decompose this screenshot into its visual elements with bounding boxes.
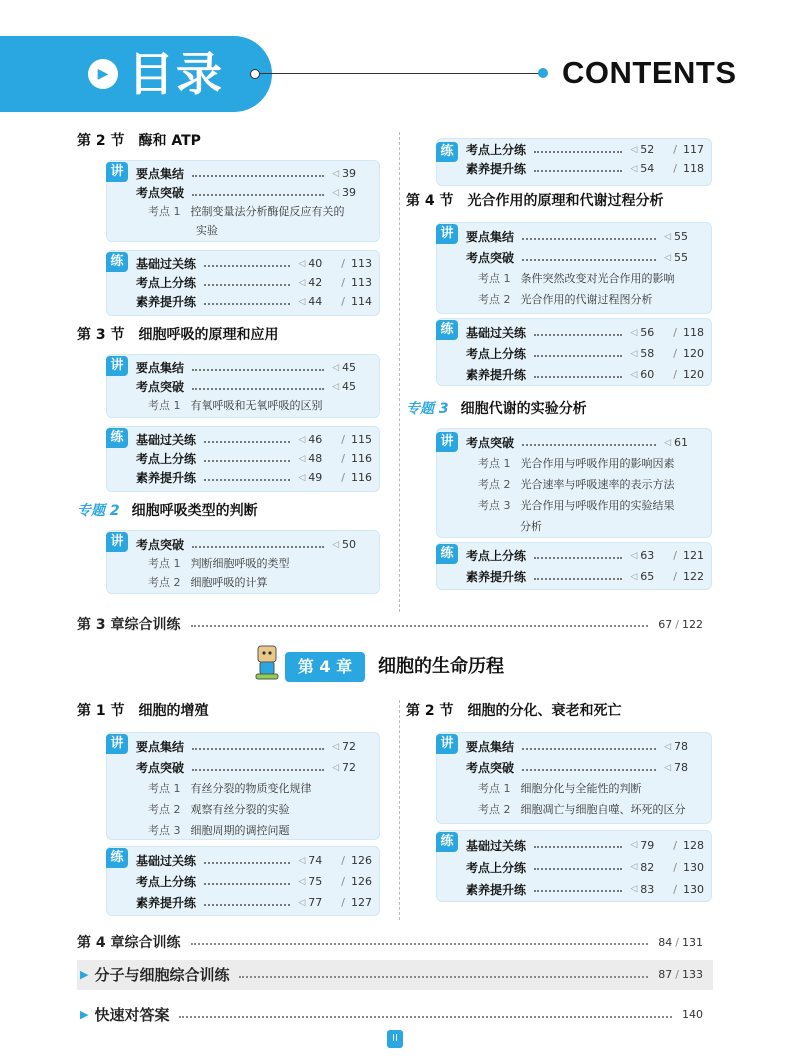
- toc-entry[interactable]: 考点上分练 ◁ 63 / 121: [466, 549, 704, 563]
- section-heading[interactable]: 第 2 节 酶和 ATP: [77, 133, 201, 149]
- jiang-badge: 讲: [436, 734, 458, 754]
- rule-dot-left: [250, 69, 260, 79]
- lian-badge: 练: [436, 832, 458, 852]
- toc-entry[interactable]: 第 3 章综合训练 67 / 122: [77, 617, 703, 633]
- section-heading[interactable]: 第 2 节 细胞的分化、衰老和死亡: [406, 703, 622, 719]
- page-title-en: CONTENTS: [562, 55, 737, 90]
- jiang-badge: 讲: [106, 356, 128, 376]
- toc-entry[interactable]: 第 4 章综合训练 84 / 131: [77, 935, 703, 951]
- key-point[interactable]: 考点 2 光合速率与呼吸速率的表示方法: [478, 478, 675, 491]
- toc-entry[interactable]: 考点上分练 ◁ 58 / 120: [466, 347, 704, 361]
- section-heading[interactable]: 第 4 节 光合作用的原理和代谢过程分析: [406, 193, 664, 209]
- toc-entry[interactable]: 考点突破 ◁ 39: [136, 186, 356, 200]
- chapter-banner[interactable]: 第 4 章: [285, 652, 365, 682]
- toc-entry[interactable]: 考点突破 ◁ 72: [136, 761, 356, 775]
- mascot-icon: [252, 642, 282, 682]
- key-point[interactable]: 考点 1 光合作用与呼吸作用的影响因素: [478, 457, 675, 470]
- lian-list: [136, 430, 372, 487]
- key-point[interactable]: 考点 1 有氧呼吸和无氧呼吸的区别: [148, 399, 323, 412]
- toc-entry[interactable]: 要点集结 ◁ 39: [136, 167, 356, 181]
- page-title: 目录: [128, 47, 224, 101]
- key-point[interactable]: 考点 3 细胞周期的调控问题: [148, 824, 290, 837]
- key-point-cont: 分析: [520, 520, 542, 533]
- lian-badge: 练: [436, 544, 458, 564]
- key-point[interactable]: 考点 2 观察有丝分裂的实验: [148, 803, 290, 816]
- lian-list: [136, 254, 372, 311]
- toc-entry[interactable]: 考点突破 ◁ 45: [136, 380, 356, 394]
- jiang-badge: 讲: [106, 162, 128, 182]
- play-icon: ▶: [88, 59, 118, 89]
- section-heading[interactable]: 第 3 节 细胞呼吸的原理和应用: [77, 327, 279, 343]
- lian-list: [466, 834, 704, 900]
- jiang-list: [466, 226, 704, 310]
- section-heading[interactable]: 第 1 节 细胞的增殖: [77, 703, 209, 719]
- header-rule: [255, 73, 540, 74]
- toc-entry[interactable]: 考点上分练 ◁ 82 / 130: [466, 860, 704, 875]
- toc-entry[interactable]: 基础过关练 ◁ 74 / 126: [136, 854, 372, 868]
- bullet-icon: ▶: [80, 1008, 89, 1021]
- key-point[interactable]: 考点 2 细胞凋亡与细胞自噬、坏死的区分: [478, 803, 686, 816]
- toc-entry[interactable]: 素养提升练 ◁ 65 / 122: [466, 570, 704, 584]
- lian-badge: 练: [106, 252, 128, 272]
- key-point[interactable]: 考点 1 条件突然改变对光合作用的影响: [478, 272, 675, 285]
- jiang-list: [136, 358, 372, 415]
- lian-badge: 练: [106, 848, 128, 868]
- toc-entry[interactable]: 素养提升练 ◁ 77 / 127: [136, 896, 372, 910]
- column-divider: [399, 132, 400, 612]
- lian-badge: 练: [106, 428, 128, 448]
- toc-entry[interactable]: 基础过关练 ◁ 46 / 115: [136, 433, 372, 447]
- toc-entry[interactable]: 素养提升练 ◁ 44 / 114: [136, 295, 372, 309]
- toc-entry[interactable]: 基础过关练 ◁ 79 / 128: [466, 838, 704, 853]
- toc-entry[interactable]: 基础过关练 ◁ 40 / 113: [136, 257, 372, 271]
- bullet-icon: ▶: [80, 968, 89, 981]
- toc-entry[interactable]: 素养提升练 ◁ 60 / 120: [466, 368, 704, 382]
- jiang-list: [136, 535, 372, 592]
- toc-entry[interactable]: 要点集结 ◁ 45: [136, 361, 356, 375]
- lian-badge: 练: [436, 142, 458, 162]
- key-point[interactable]: 考点 3 光合作用与呼吸作用的实验结果: [478, 499, 675, 512]
- chapter-title[interactable]: 细胞的生命历程: [378, 656, 504, 677]
- toc-entry[interactable]: ▶ 快速对答案 140: [80, 1006, 703, 1024]
- toc-entry[interactable]: 考点突破 ◁ 50: [136, 538, 356, 552]
- toc-entry[interactable]: 要点集结 ◁ 78: [466, 740, 688, 754]
- toc-entry[interactable]: 考点上分练 ◁ 42 / 113: [136, 276, 372, 290]
- toc-entry[interactable]: 基础过关练 ◁ 56 / 118: [466, 326, 704, 340]
- key-point[interactable]: 考点 1 控制变量法分析酶促反应有关的: [148, 205, 345, 218]
- toc-entry[interactable]: 素养提升练 ◁ 83 / 130: [466, 882, 704, 897]
- toc-entry[interactable]: 考点突破 ◁ 78: [466, 761, 688, 775]
- lian-badge: 练: [436, 320, 458, 340]
- key-point[interactable]: 考点 1 细胞分化与全能性的判断: [478, 782, 642, 795]
- key-point[interactable]: 考点 2 细胞呼吸的计算: [148, 576, 268, 589]
- jiang-badge: 讲: [436, 432, 458, 452]
- jiang-list: [136, 164, 372, 240]
- lian-list: [466, 322, 704, 385]
- topic-heading[interactable]: 专题 3 细胞代谢的实验分析: [406, 401, 587, 417]
- toc-entry[interactable]: 考点突破 ◁ 61: [466, 436, 688, 450]
- jiang-list: [466, 736, 704, 820]
- toc-entry[interactable]: 考点突破 ◁ 55: [466, 251, 688, 265]
- key-point-cont: 实验: [196, 224, 218, 237]
- toc-entry[interactable]: 要点集结 ◁ 72: [136, 740, 356, 754]
- key-point[interactable]: 考点 1 有丝分裂的物质变化规律: [148, 782, 312, 795]
- lian-list: [466, 140, 704, 178]
- key-point[interactable]: 考点 1 判断细胞呼吸的类型: [148, 557, 290, 570]
- topic-heading[interactable]: 专题 2 细胞呼吸类型的判断: [77, 503, 258, 519]
- lian-list: [466, 545, 704, 587]
- toc-entry[interactable]: 考点上分练 ◁ 48 / 116: [136, 452, 372, 466]
- toc-entry[interactable]: 素养提升练 ◁ 49 / 116: [136, 471, 372, 485]
- lian-list: [136, 850, 372, 913]
- jiang-badge: 讲: [106, 532, 128, 552]
- toc-entry[interactable]: ▶ 分子与细胞综合训练 87 / 133: [80, 966, 703, 984]
- toc-entry[interactable]: 考点上分练 ◁ 52 / 117: [466, 143, 704, 157]
- toc-entry[interactable]: 素养提升练 ◁ 54 / 118: [466, 162, 704, 176]
- jiang-badge: 讲: [106, 734, 128, 754]
- jiang-list: [466, 432, 704, 537]
- toc-entry[interactable]: 要点集结 ◁ 55: [466, 230, 688, 244]
- key-point[interactable]: 考点 2 光合作用的代谢过程图分析: [478, 293, 653, 306]
- jiang-badge: 讲: [436, 224, 458, 244]
- toc-entry[interactable]: 考点上分练 ◁ 75 / 126: [136, 875, 372, 889]
- jiang-list: [136, 736, 372, 841]
- column-divider: [399, 700, 400, 920]
- rule-dot-right: [538, 68, 548, 78]
- page-number: II: [387, 1030, 403, 1048]
